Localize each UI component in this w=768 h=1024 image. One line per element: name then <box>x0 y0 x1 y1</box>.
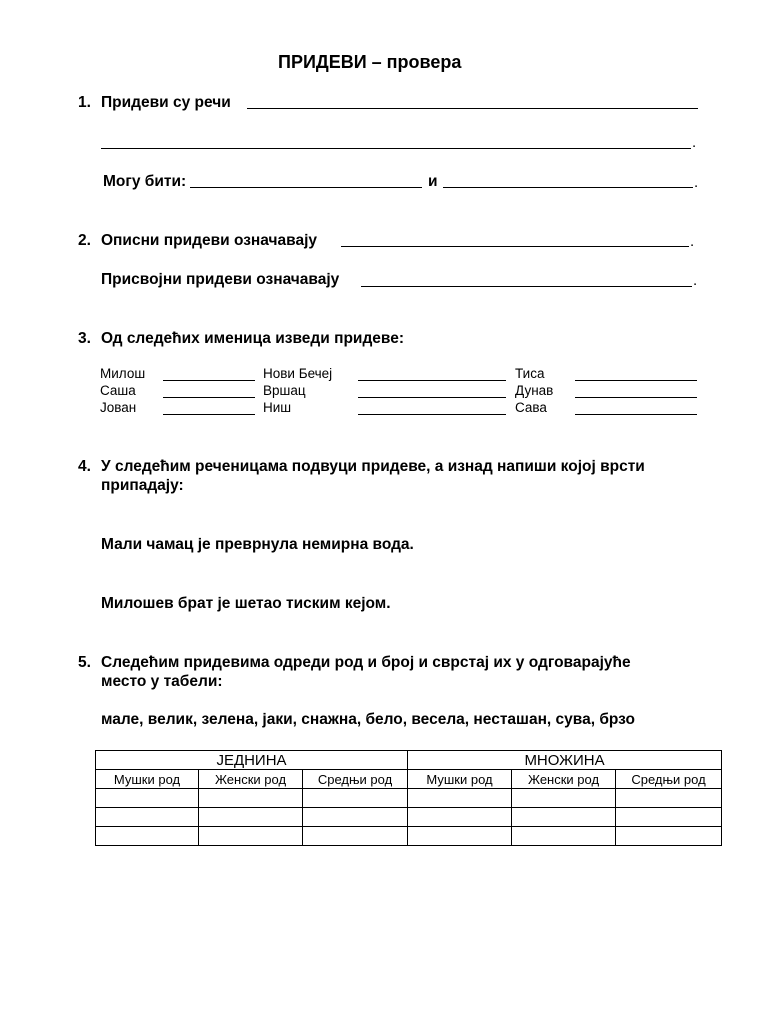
header-singular: ЈЕДНИНА <box>96 751 408 770</box>
question-1-subtext: Могу бити: <box>103 173 187 190</box>
question-3-text: Од следећих именица изведи придеве: <box>101 330 405 347</box>
question-5-number: 5. <box>78 654 91 671</box>
question-4-text-line1: У следећим реченицама подвуци придеве, а изнад напиши којој врсти <box>101 458 645 475</box>
table-cell[interactable] <box>96 827 199 846</box>
table-cell[interactable] <box>616 808 722 827</box>
table-cell[interactable] <box>199 827 303 846</box>
column-header: Мушки род <box>96 770 199 789</box>
answer-line[interactable] <box>341 246 689 247</box>
table-cell[interactable] <box>512 827 616 846</box>
noun-word: Вршац <box>263 383 306 398</box>
question-2-period-2: . <box>693 272 698 289</box>
table-cell[interactable] <box>408 789 512 808</box>
question-4-number: 4. <box>78 458 91 475</box>
answer-line[interactable] <box>575 380 697 381</box>
noun-word: Јован <box>100 400 137 415</box>
question-3-number: 3. <box>78 330 91 347</box>
noun-word: Нови Бечеј <box>263 366 333 381</box>
table-cell[interactable] <box>512 808 616 827</box>
noun-word: Сава <box>515 400 547 415</box>
answer-line[interactable] <box>443 187 693 188</box>
table-cell[interactable] <box>96 789 199 808</box>
adjective-list: мале, велик, зелена, јаки, снажна, бело, весела, несташан, сува, брзо <box>101 711 635 728</box>
table-row <box>96 808 722 827</box>
table-cell[interactable] <box>616 827 722 846</box>
answer-line[interactable] <box>101 148 691 149</box>
answer-line[interactable] <box>247 108 698 109</box>
question-1-period: . <box>692 134 697 151</box>
question-2-number: 2. <box>78 232 91 249</box>
answer-line[interactable] <box>358 380 506 381</box>
question-2-line1: Описни придеви означавају <box>101 232 318 249</box>
table-cell[interactable] <box>512 789 616 808</box>
column-header: Женски род <box>199 770 303 789</box>
noun-word: Тиса <box>515 366 545 381</box>
table-cell[interactable] <box>303 808 408 827</box>
answer-line[interactable] <box>575 414 697 415</box>
answer-line[interactable] <box>163 380 255 381</box>
column-header: Мушки род <box>408 770 512 789</box>
question-2-period-1: . <box>690 233 695 250</box>
noun-word: Милош <box>100 366 146 381</box>
table-cell[interactable] <box>199 789 303 808</box>
noun-word: Дунав <box>515 383 554 398</box>
question-5-text-line1: Следећим придевима одреди род и број и сврстај их у одговарајуће <box>101 654 631 671</box>
question-1-text: Придеви су речи <box>101 94 231 111</box>
table-cell[interactable] <box>303 827 408 846</box>
answer-line[interactable] <box>190 187 422 188</box>
question-4-text-line2: припадају: <box>101 477 184 494</box>
table-cell[interactable] <box>96 808 199 827</box>
column-header: Средњи род <box>616 770 722 789</box>
table-cell[interactable] <box>199 808 303 827</box>
table-cell[interactable] <box>408 827 512 846</box>
sentence-2: Милошев брат је шетао тиским кејом. <box>101 595 391 612</box>
table-cell[interactable] <box>303 789 408 808</box>
table-cell[interactable] <box>408 808 512 827</box>
classification-table <box>95 750 722 846</box>
table-row <box>96 827 722 846</box>
answer-line[interactable] <box>575 397 697 398</box>
worksheet-title: ПРИДЕВИ – провера <box>278 52 462 72</box>
question-1-number: 1. <box>78 94 91 111</box>
answer-line[interactable] <box>163 397 255 398</box>
column-header: Средњи род <box>303 770 408 789</box>
noun-word: Саша <box>100 383 136 398</box>
question-2-line2: Присвојни придеви означавају <box>101 271 340 288</box>
answer-line[interactable] <box>358 397 506 398</box>
answer-line[interactable] <box>163 414 255 415</box>
answer-line[interactable] <box>358 414 506 415</box>
sentence-1: Мали чамац је преврнула немирна вода. <box>101 536 414 553</box>
noun-word: Ниш <box>263 400 292 415</box>
header-plural: МНОЖИНА <box>408 751 722 770</box>
question-1-and: и <box>428 173 438 190</box>
table-cell[interactable] <box>616 789 722 808</box>
table-row <box>96 789 722 808</box>
question-1-sub-period: . <box>694 174 699 191</box>
column-header: Женски род <box>512 770 616 789</box>
question-5-text-line2: место у табели: <box>101 673 223 690</box>
answer-line[interactable] <box>361 286 692 287</box>
